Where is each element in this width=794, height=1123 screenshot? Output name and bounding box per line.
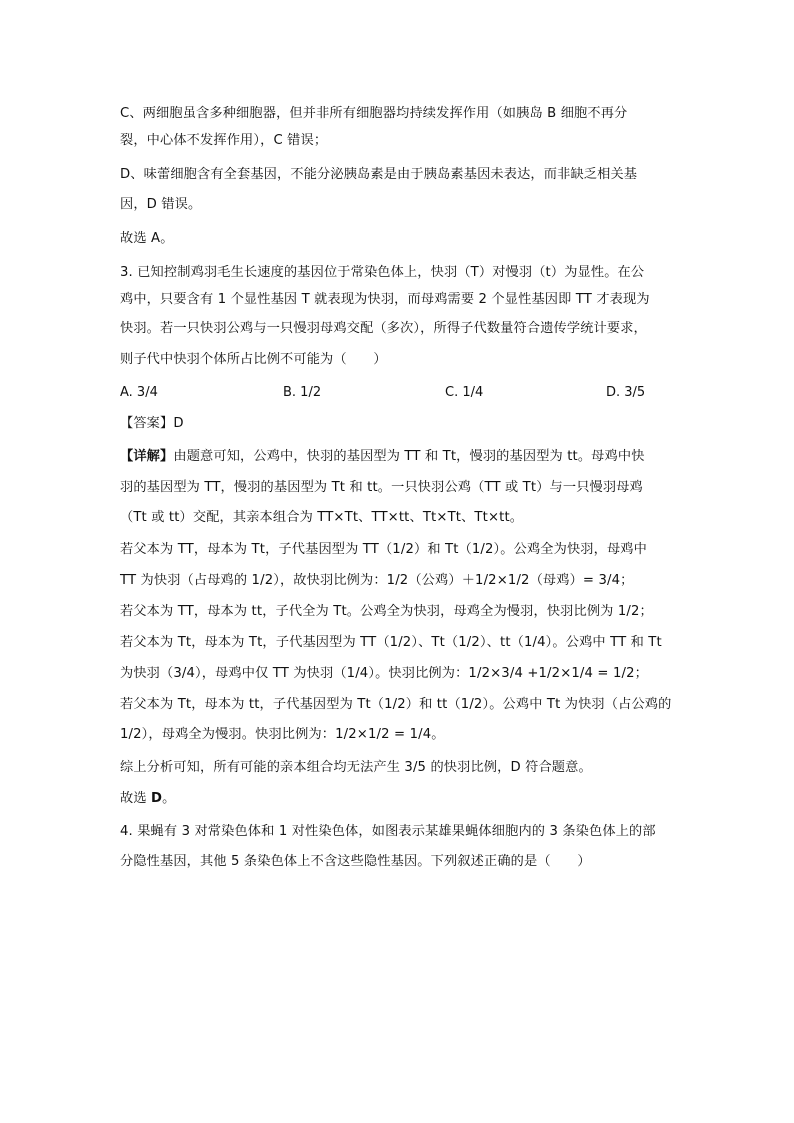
question-3-line: 3. 已知控制鸡羽毛生长速度的基因位于常染色体上，快羽（T）对慢羽（t）为显性。在公 (120, 265, 645, 280)
detail-line: 若父本为 Tt，母本为 tt，子代基因型为 Tt（1/2）和 tt（1/2）。公鸡中 Tt 为快羽（占公鸡的 (120, 697, 672, 712)
option-c: C. 1/4 (445, 385, 484, 400)
detail-line: 若父本为 Tt，母本为 Tt，子代基因型为 TT（1/2）、Tt（1/2）、tt（1/4）。公鸡中 TT 和 Tt (120, 635, 662, 650)
detail-line (120, 448, 645, 466)
text-line: D、味蕾细胞含有全套基因，不能分泌胰岛素是由于胰岛素基因未表达，而非缺乏相关基 (120, 167, 638, 182)
detail-line: 1/2），母鸡全为慢羽。快羽比例为：1/2×1/2 = 1/4。 (120, 727, 445, 742)
option-d: D. 3/5 (606, 385, 646, 400)
detail-text: 由题意可知，公鸡中，快羽的基因型为 TT 和 Tt，慢羽的基因型为 tt。母鸡中快 (173, 449, 645, 464)
detail-line: 若父本为 TT，母本为 tt，子代全为 Tt。公鸡全为快羽，母鸡全为慢羽，快羽比例为 1/2； (120, 604, 653, 619)
question-4-line: 分隐性基因，其他 5 条染色体上不含这些隐性基因。下列叙述正确的是（ ） (120, 854, 591, 869)
conclusion-suffix: 。 (162, 791, 176, 806)
question-3-line: 快羽。若一只快羽公鸡与一只慢羽母鸡交配（多次），所得子代数量符合遗传学统计要求， (120, 321, 647, 336)
text-line: C、两细胞虽含多种细胞器，但并非所有细胞器均持续发挥作用（如胰岛 B 细胞不再分 (120, 106, 628, 121)
detail-line: TT 为快羽（占母鸡的 1/2），故快羽比例为：1/2（公鸡）＋1/2×1/2（母鸡）= 3/4； (120, 573, 634, 588)
text-line: 故选 A。 (120, 231, 174, 246)
detail-line: 为快羽（3/4），母鸡中仅 TT 为快羽（1/4）。快羽比例为：1/2×3/4 +1/2×1/4 = 1/2； (120, 666, 648, 681)
conclusion-prefix: 故选 (120, 791, 152, 806)
detail-line: （Tt 或 tt）交配，其亲本组合为 TT×Tt、TT×tt、Tt×Tt、Tt×tt。 (120, 510, 524, 525)
question-3-line: 鸡中，只要含有 1 个显性基因 T 就表现为快羽，而母鸡需要 2 个显性基因即 TT 才表现为 (120, 292, 650, 307)
question-3-line: 则子代中快羽个体所占比例不可能为（ ） (120, 352, 387, 367)
text-line: 裂，中心体不发挥作用），C 错误； (120, 133, 328, 148)
option-a: A. 3/4 (120, 385, 158, 400)
detail-label: 【详解】 (120, 449, 174, 464)
option-b: B. 1/2 (283, 385, 322, 400)
detail-line: 综上分析可知，所有可能的亲本组合均无法产生 3/5 的快羽比例，D 符合题意。 (120, 760, 592, 775)
detail-line: 羽的基因型为 TT，慢羽的基因型为 Tt 和 tt。一只快羽公鸡（TT 或 Tt）与一只慢羽母鸡 (120, 480, 643, 495)
conclusion-line (120, 790, 175, 808)
answer-line: 【答案】D (120, 416, 184, 431)
question-4-line: 4. 果蝇有 3 对常染色体和 1 对性染色体，如图表示某雄果蝇体细胞内的 3 条染色体上的部 (120, 824, 656, 839)
text-line: 因，D 错误。 (120, 197, 202, 212)
detail-line: 若父本为 TT，母本为 Tt，子代基因型为 TT（1/2）和 Tt（1/2）。公鸡全为快羽，母鸡中 (120, 542, 647, 557)
conclusion-answer: D (151, 791, 163, 806)
